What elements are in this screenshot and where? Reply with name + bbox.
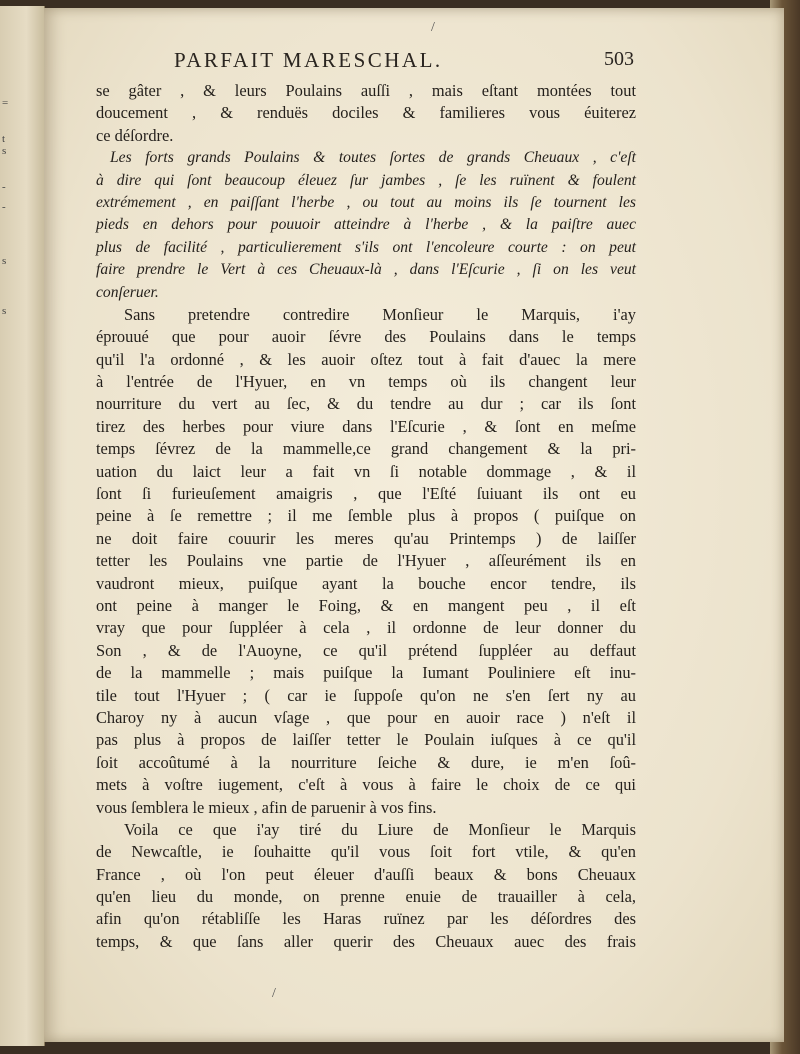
text-line: temps ſévrez de la mammelle,ce grand changement & la pri- (96, 439, 636, 459)
text-line: tile tout l'Hyuer ; ( car ie ſuppoſe qu'on ne s'en ſert ny au (96, 685, 636, 705)
adjacent-page-fragment: - (2, 181, 6, 193)
text-line: extrémement , en paiſſant l'herbe , ou tout au moins ils ſe tournent les (96, 193, 636, 211)
text-line: éprouué que pour auoir ſévre des Poulains dans le temps (96, 327, 636, 347)
text-line: qu'en lieu du monde, on prenne enuie de trauailler à cela, (96, 887, 636, 907)
book-page (44, 8, 784, 1042)
adjacent-page-fragment: s (2, 305, 7, 317)
text-line: faire prendre le Vert à ces Cheuaux-là , dans l'Eſcurie , ſi on les veut (96, 261, 636, 279)
text-line: pas plus à propos de laiſſer tetter le Poulain iuſques à ce qu'il (96, 730, 636, 750)
text-line: Sans pretendre contredire Monſieur le Marquis, i'ay (124, 304, 636, 324)
text-line: vous ſemblera le mieux , afin de paruenir à vos fins. (96, 797, 437, 817)
text-line: temps, & que ſans aller querir des Cheuaux auec des frais (96, 931, 636, 951)
bottom-ink-mark: / (272, 986, 276, 1001)
text-line: qu'il l'a ordonné , & les auoir oſtez tout à fait d'auec la mere (96, 349, 636, 369)
text-line: ſoit accoûtumé à la nourriture ſeiche & dure, ie m'en ſoû- (96, 752, 636, 772)
text-line: Les forts grands Poulains & toutes ſortes de grands Cheuaux , c'eſt (110, 149, 636, 167)
text-line: tetter les Poulains vne partie de l'Hyuer , aſſeurément ils en (96, 551, 636, 571)
text-line: de la mammelle ; mais puiſque la Iumant Pouliniere eſt inu- (96, 663, 636, 683)
text-line: vaudront mieux, puiſque ayant la bouche encor tendre, ils (96, 573, 636, 593)
text-line: pieds en dehors pour pouuoir atteindre à l'herbe , & la paiſtre auec (96, 216, 636, 234)
top-ink-mark: / (431, 20, 435, 35)
page-header (174, 48, 634, 76)
text-line: vray que pour ſuppléer à cela , il ordonne de leur donner du (96, 618, 636, 638)
text-line: doucement , & renduës dociles & familieres vous éuiterez (96, 103, 636, 123)
text-line: ſont ſi furieuſement amaigris , que l'Eſté ſuiuant ils ont eu (96, 484, 636, 504)
adjacent-page-fragment: s (2, 255, 7, 267)
body-text (96, 80, 636, 953)
text-line: de Newcaſtle, ie ſouhaitte qu'il vous ſoit fort vtile, & qu'en (96, 842, 636, 862)
text-line: Charoy ny à aucun vſage , que pour en auoir race ) n'eſt il (96, 707, 636, 727)
text-line: se gâter , & leurs Poulains auſſi , mais eſtant montées tout (96, 81, 636, 100)
running-title: PARFAIT MARESCHAL. (174, 48, 443, 72)
page-number: 503 (604, 48, 634, 70)
text-line: conſeruer. (96, 283, 159, 301)
text-line: ont peine à manger le Foing, & en mangent peu , il eſt (96, 595, 636, 615)
text-line: mets à voſtre iugement, c'eſt à vous à faire le choix de ce qui (96, 775, 636, 795)
text-line: peine à ſe remettre ; il me ſemble plus à propos ( puiſque on (96, 506, 636, 526)
text-line: afin qu'on rétabliſſe les Haras ruïnez par les déſordres des (96, 909, 636, 929)
text-line: uation du laict leur a fait vn ſi notable dommage , & il (96, 461, 636, 481)
text-line: ne doit faire couurir les meres qu'au Printemps ) de laiſſer (96, 528, 636, 548)
text-line: à l'entrée de l'Hyuer, en vn temps où ils changent leur (96, 372, 636, 392)
adjacent-page-fragment: = (2, 97, 9, 109)
text-line: France , où l'on peut éleuer d'auſſi beaux & bons Cheuaux (96, 864, 636, 884)
text-line: à dire qui ſont beaucoup éleuez ſur jambes , ſe les ruïnent & foulent (96, 171, 636, 189)
text-line: tirez des herbes pour viure dans l'Eſcurie , & ſont en meſme (96, 416, 636, 436)
text-line: nourriture du vert au ſec, & du tendre au dur ; car ils ſont (96, 394, 636, 414)
adjacent-page-fragment: s (2, 145, 7, 157)
adjacent-page-fragment: - (2, 201, 6, 213)
text-line: plus de facilité , particulierement s'ils ont l'encoleure courte : on peut (96, 238, 636, 256)
adjacent-page-edge (0, 6, 45, 1046)
text-line: Son , & de l'Auoyne, ce qu'il prétend ſuppléer au deffaut (96, 640, 636, 660)
text-line: Voila ce que i'ay tiré du Liure de Monſieur le Marquis (124, 819, 636, 839)
text-line: ce déſordre. (96, 125, 174, 145)
adjacent-page-fragment: t (2, 133, 6, 145)
